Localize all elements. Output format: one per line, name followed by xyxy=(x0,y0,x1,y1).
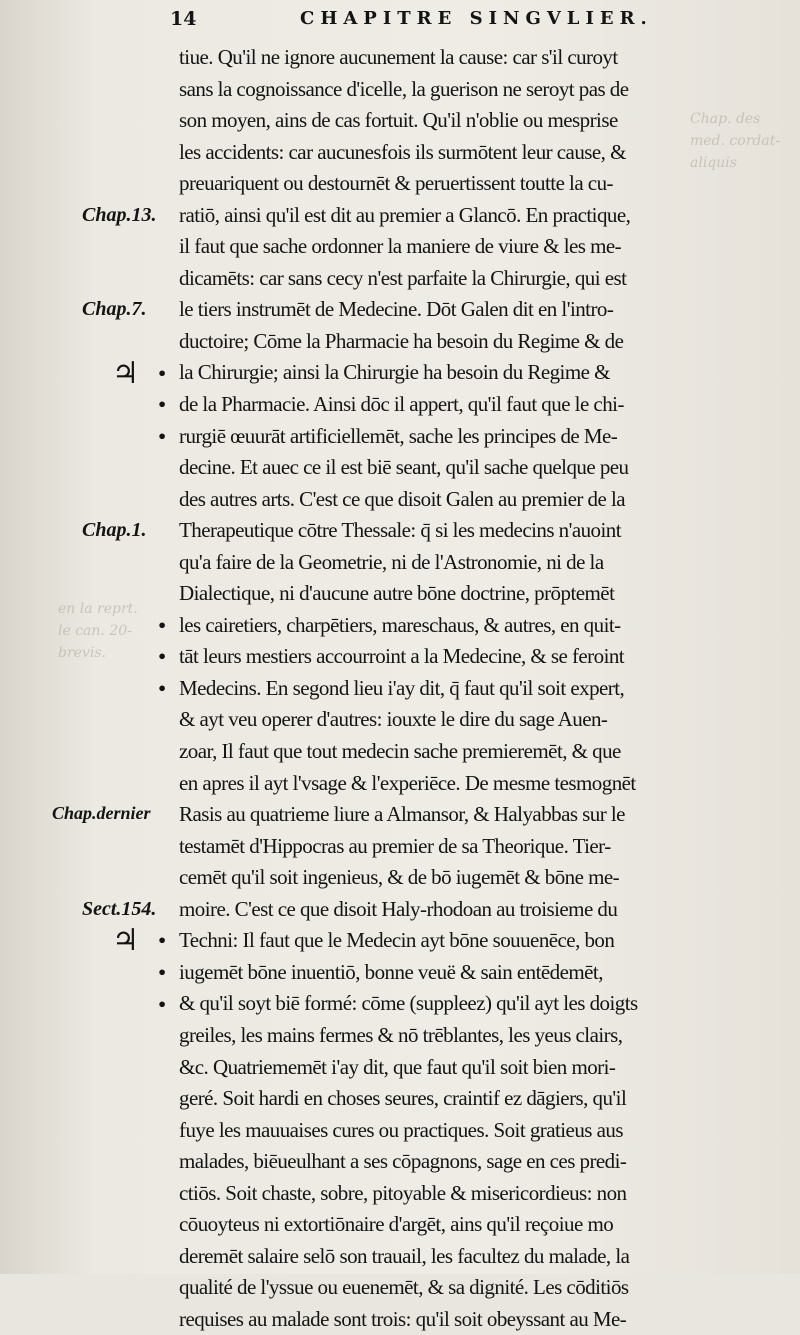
text-line: &c. Quatriememēt i'ay dit, que faut qu'il soit bien mori- xyxy=(179,1054,616,1079)
show-through-line: aliquis xyxy=(690,155,737,171)
text-line: decine. Et auec ce il est biē seant, qu'il sache quelque peu xyxy=(179,455,629,480)
bullet-mark: • xyxy=(157,679,168,698)
text-line: la Chirurgie; ainsi la Chirurgie ha besoin du Regime & xyxy=(179,360,610,385)
bullet-mark: • xyxy=(157,363,168,383)
text-line: il faut que sache ordonner la maniere de viure & les me- xyxy=(179,234,622,259)
running-title: CHAPITRE SINGVLIER. xyxy=(300,8,653,29)
margin-note: Chap.dernier xyxy=(52,803,151,824)
text-line: iugemēt bōne inuentiō, bonne veuë & sain entēdemēt, xyxy=(179,959,603,984)
text-line: tāt leurs mestiers accourroint a la Medecine, & se feroint xyxy=(179,644,625,669)
text-line: en apres il ayt l'vsage & l'experiēce. De mesme tesmognēt xyxy=(179,770,636,795)
text-line: son moyen, ains de cas fortuit. Qu'il n'oblie ou mesprise xyxy=(179,108,618,133)
text-line: deremēt salaire selō son trauail, les facultez du malade, la xyxy=(179,1243,630,1268)
text-line: des autres arts. C'est ce que disoit Galen au premier de la xyxy=(179,486,625,511)
bullet-mark: • xyxy=(157,962,168,982)
show-through-line: le can. 20- xyxy=(58,623,132,639)
body-text xyxy=(179,42,771,1335)
text-line: & ayt veu operer d'autres: iouxte le dire du sage Auen- xyxy=(179,707,608,732)
text-line: qu'a faire de la Geometrie, ni de l'Astronomie, ni de la xyxy=(179,549,604,574)
text-line: Rasis au quatrieme liure a Almansor, & Halyabbas sur le xyxy=(179,802,625,827)
text-line: cemēt qu'il soit ingenieus, & de bō iugemēt & bōne me- xyxy=(179,865,620,890)
page-header xyxy=(170,8,770,38)
text-line: Medecins. En segond lieu i'ay dit, q̄ faut qu'il soit expert, xyxy=(179,675,625,700)
text-line: tiue. Qu'il ne ignore aucunement la cause: car s'il curoyt xyxy=(179,45,618,69)
margin-note: Chap.13. xyxy=(82,203,157,226)
bullet-mark: • xyxy=(157,994,168,1014)
reference-symbol: ♃ xyxy=(112,923,139,959)
text-line: cōuoyteus ni extortiōnaire d'argēt, ains qu'il reçoiue mo xyxy=(179,1212,614,1237)
text-line: requises au malade sont trois: qu'il soit obeyssant au Me- xyxy=(179,1306,627,1331)
margin-note: Chap.7. xyxy=(82,298,147,321)
bullet-mark: • xyxy=(157,931,168,951)
text-line: Techni: Il faut que le Medecin ayt bōne souuenēce, bon xyxy=(179,928,615,953)
reference-symbol: ♃ xyxy=(112,355,139,391)
text-line: greiles, les mains fermes & nō trēblantes, les yeus clairs, xyxy=(179,1022,623,1047)
text-line: Dialectique, ni d'aucune autre bōne doctrine, prōptemēt xyxy=(179,581,615,606)
text-line: preuariquent ou destournēt & peruertissent toutte la cu- xyxy=(179,171,613,196)
text-line: le tiers instrumēt de Medecine. Dōt Galen dit en l'intro- xyxy=(179,297,614,322)
text-line: fuye les mauuaises cures ou practiques. Soit gratieus aus xyxy=(179,1117,623,1142)
text-line: les cairetiers, charpētiers, mareschaus, & autres, en quit- xyxy=(179,612,621,637)
show-through-line: Chap. des xyxy=(690,111,761,127)
page-number: 14 xyxy=(170,8,197,30)
text-line: ductoire; Cōme la Pharmacie ha besoin du Regime & de xyxy=(179,328,624,353)
margin-note: Sect.154. xyxy=(82,897,157,920)
text-line: testamēt d'Hippocras au premier de sa Theorique. Tier- xyxy=(179,833,611,858)
bullet-mark: • xyxy=(157,647,168,667)
text-line: dicamēts: car sans cecy n'est parfaite la Chirurgie, qui est xyxy=(179,265,627,290)
text-line: les accidents: car aucunesfois ils surmōtent leur cause, & xyxy=(179,139,626,164)
text-line: ctiōs. Soit chaste, sobre, pitoyable & misericordieus: non xyxy=(179,1180,627,1205)
text-line: rurgiē œuurāt artificiellemēt, sache les principes de Me- xyxy=(179,423,618,448)
text-line: sans la cognoissance d'icelle, la guerison ne seroyt pas de xyxy=(179,76,629,101)
text-line: geré. Soit hardi en choses seures, craintif ez dāgiers, qu'il xyxy=(179,1086,627,1111)
show-through-line: brevis. xyxy=(58,645,106,661)
text-line: qualité de l'yssue ou euenemēt, & sa dignité. Les cōditiōs xyxy=(179,1275,629,1300)
show-through-text xyxy=(58,598,138,664)
text-line: Therapeutique cōtre Thessale: q̄ si les medecins n'auoint xyxy=(179,518,622,543)
text-line: de la Pharmacie. Ainsi dōc il appert, qu'il faut que le chi- xyxy=(179,392,624,417)
text-line: moire. C'est ce que disoit Haly-rhodoan au troisieme du xyxy=(179,896,618,921)
show-through-line: med. cordat- xyxy=(690,133,781,149)
bullet-mark: • xyxy=(157,615,168,635)
bullet-mark: • xyxy=(157,395,168,415)
bullet-mark: • xyxy=(157,426,168,446)
text-line: ratiō, ainsi qu'il est dit au premier a Glancō. En practique, xyxy=(179,202,631,227)
text-line: & qu'il soyt biē formé: cōme (suppleez) qu'il ayt les doigts xyxy=(179,991,638,1016)
text-line: malades, biēueulhant a ses cōpagnons, sage en ces predi- xyxy=(179,1149,627,1174)
show-through-line: en la reprt. xyxy=(58,601,138,617)
text-line: zoar, Il faut que tout medecin sache premieremēt, & que xyxy=(179,739,621,764)
margin-note: Chap.1. xyxy=(82,519,147,542)
